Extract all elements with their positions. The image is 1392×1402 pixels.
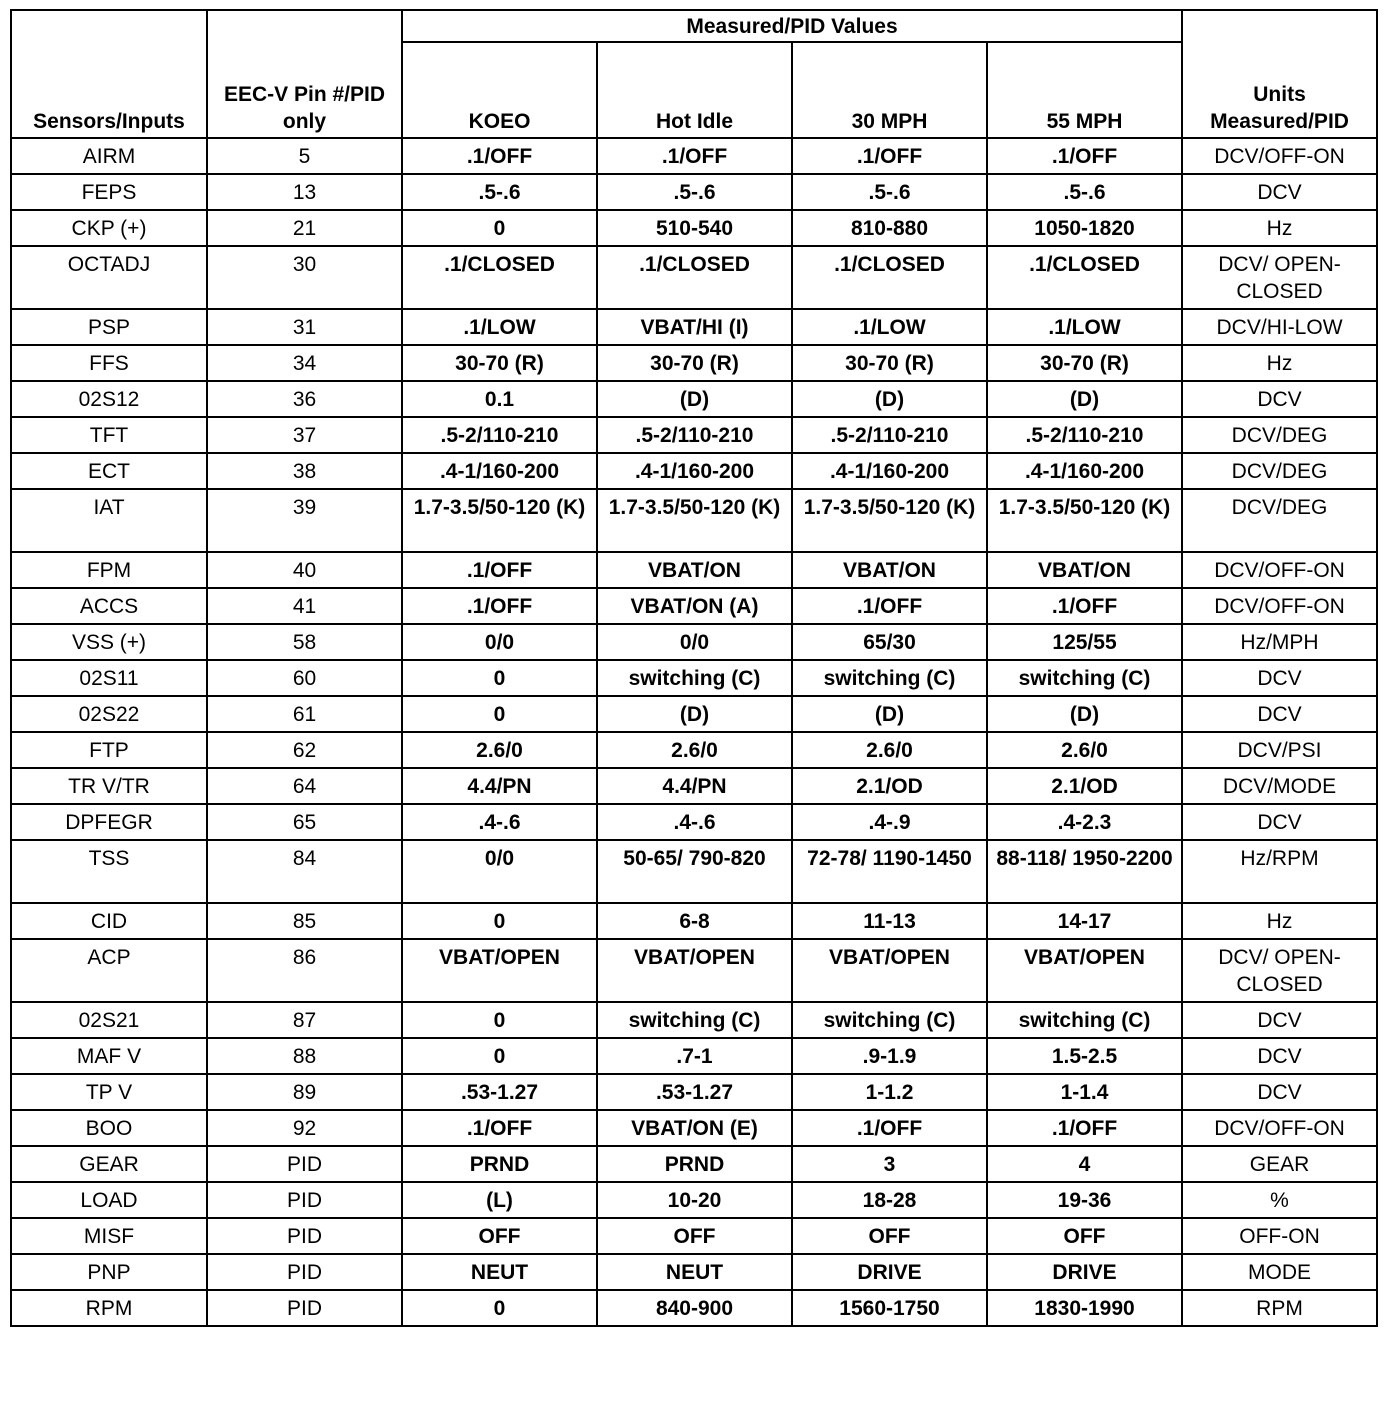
header-pin: EEC-V Pin #/PID only [207, 10, 402, 138]
cell-koeo: .53-1.27 [402, 1074, 597, 1110]
cell-units: Hz [1182, 903, 1377, 939]
cell-55-mph: 4 [987, 1146, 1182, 1182]
table-row [11, 1002, 1377, 1038]
cell-hot-idle: 510-540 [597, 210, 792, 246]
cell-sensor: VSS (+) [11, 624, 207, 660]
cell-55-mph: 1050-1820 [987, 210, 1182, 246]
cell-pin: 39 [207, 489, 402, 552]
cell-sensor: TR V/TR [11, 768, 207, 804]
table-row [11, 1182, 1377, 1218]
cell-units: OFF-ON [1182, 1218, 1377, 1254]
cell-sensor: CID [11, 903, 207, 939]
cell-30-mph: switching (C) [792, 660, 987, 696]
cell-pin: PID [207, 1254, 402, 1290]
cell-koeo: 0 [402, 210, 597, 246]
cell-sensor: 02S11 [11, 660, 207, 696]
cell-hot-idle: (D) [597, 381, 792, 417]
cell-sensor: DPFEGR [11, 804, 207, 840]
table-row [11, 417, 1377, 453]
cell-sensor: OCTADJ [11, 246, 207, 309]
cell-hot-idle: .1/CLOSED [597, 246, 792, 309]
cell-30-mph: .4-1/160-200 [792, 453, 987, 489]
cell-hot-idle: VBAT/ON [597, 552, 792, 588]
cell-hot-idle: .5-2/110-210 [597, 417, 792, 453]
cell-hot-idle: .7-1 [597, 1038, 792, 1074]
cell-sensor: PSP [11, 309, 207, 345]
cell-55-mph: OFF [987, 1218, 1182, 1254]
cell-koeo: .1/OFF [402, 588, 597, 624]
cell-units: DCV/DEG [1182, 417, 1377, 453]
cell-koeo: 0 [402, 1038, 597, 1074]
cell-hot-idle: VBAT/HI (I) [597, 309, 792, 345]
cell-koeo: 4.4/PN [402, 768, 597, 804]
cell-55-mph: 1830-1990 [987, 1290, 1182, 1326]
cell-30-mph: (D) [792, 381, 987, 417]
cell-sensor: IAT [11, 489, 207, 552]
cell-pin: 58 [207, 624, 402, 660]
cell-hot-idle: 50-65/ 790-820 [597, 840, 792, 903]
cell-units: DCV [1182, 1038, 1377, 1074]
header-55-mph: 55 MPH [987, 42, 1182, 138]
table-row [11, 840, 1377, 903]
table-row [11, 345, 1377, 381]
cell-55-mph: .1/OFF [987, 588, 1182, 624]
cell-55-mph: .5-.6 [987, 174, 1182, 210]
cell-units: DCV/MODE [1182, 768, 1377, 804]
cell-units: DCV/OFF-ON [1182, 138, 1377, 174]
cell-30-mph: 18-28 [792, 1182, 987, 1218]
cell-koeo: 0 [402, 696, 597, 732]
cell-pin: 60 [207, 660, 402, 696]
cell-hot-idle: VBAT/ON (A) [597, 588, 792, 624]
table-row [11, 174, 1377, 210]
cell-pin: 92 [207, 1110, 402, 1146]
cell-hot-idle: .53-1.27 [597, 1074, 792, 1110]
table-row [11, 1074, 1377, 1110]
cell-pin: 62 [207, 732, 402, 768]
cell-sensor: MAF V [11, 1038, 207, 1074]
cell-hot-idle: .1/OFF [597, 138, 792, 174]
cell-koeo: 30-70 (R) [402, 345, 597, 381]
cell-30-mph: .1/CLOSED [792, 246, 987, 309]
cell-units: DCV [1182, 804, 1377, 840]
cell-units: Hz/MPH [1182, 624, 1377, 660]
cell-pin: PID [207, 1290, 402, 1326]
table-row [11, 1254, 1377, 1290]
cell-pin: 89 [207, 1074, 402, 1110]
table-row [11, 210, 1377, 246]
cell-sensor: PNP [11, 1254, 207, 1290]
cell-pin: 40 [207, 552, 402, 588]
cell-30-mph: 65/30 [792, 624, 987, 660]
cell-55-mph: .1/LOW [987, 309, 1182, 345]
table-row [11, 660, 1377, 696]
cell-30-mph: 30-70 (R) [792, 345, 987, 381]
table-row [11, 1038, 1377, 1074]
cell-pin: 64 [207, 768, 402, 804]
cell-pin: 38 [207, 453, 402, 489]
cell-sensor: BOO [11, 1110, 207, 1146]
table-row [11, 489, 1377, 552]
cell-hot-idle: .4-.6 [597, 804, 792, 840]
cell-units: Hz [1182, 345, 1377, 381]
cell-pin: 65 [207, 804, 402, 840]
cell-hot-idle: PRND [597, 1146, 792, 1182]
cell-pin: 34 [207, 345, 402, 381]
table-row [11, 624, 1377, 660]
header-koeo: KOEO [402, 42, 597, 138]
cell-sensor: MISF [11, 1218, 207, 1254]
cell-hot-idle: OFF [597, 1218, 792, 1254]
table-row [11, 696, 1377, 732]
cell-hot-idle: 4.4/PN [597, 768, 792, 804]
cell-pin: 36 [207, 381, 402, 417]
cell-units: Hz [1182, 210, 1377, 246]
cell-pin: 37 [207, 417, 402, 453]
cell-units: DCV [1182, 696, 1377, 732]
table-row [11, 246, 1377, 309]
cell-sensor: GEAR [11, 1146, 207, 1182]
cell-units: DCV/ OPEN-CLOSED [1182, 939, 1377, 1002]
cell-koeo: 1.7-3.5/50-120 (K) [402, 489, 597, 552]
cell-30-mph: DRIVE [792, 1254, 987, 1290]
table-row [11, 453, 1377, 489]
cell-units: GEAR [1182, 1146, 1377, 1182]
cell-55-mph: (D) [987, 696, 1182, 732]
table-body [11, 138, 1377, 1326]
table-row [11, 1146, 1377, 1182]
cell-55-mph: .1/OFF [987, 1110, 1182, 1146]
cell-55-mph: .4-1/160-200 [987, 453, 1182, 489]
cell-55-mph: 88-118/ 1950-2200 [987, 840, 1182, 903]
cell-koeo: .1/OFF [402, 552, 597, 588]
table-row [11, 309, 1377, 345]
cell-55-mph: switching (C) [987, 1002, 1182, 1038]
cell-55-mph: 14-17 [987, 903, 1182, 939]
cell-koeo: 0 [402, 1002, 597, 1038]
cell-units: MODE [1182, 1254, 1377, 1290]
cell-hot-idle: .4-1/160-200 [597, 453, 792, 489]
table-row [11, 1110, 1377, 1146]
table-row [11, 903, 1377, 939]
cell-units: DCV/ OPEN-CLOSED [1182, 246, 1377, 309]
cell-hot-idle: 6-8 [597, 903, 792, 939]
header-hot-idle: Hot Idle [597, 42, 792, 138]
cell-sensor: AIRM [11, 138, 207, 174]
cell-55-mph: switching (C) [987, 660, 1182, 696]
cell-pin: PID [207, 1218, 402, 1254]
cell-55-mph: 2.1/OD [987, 768, 1182, 804]
cell-units: Hz/RPM [1182, 840, 1377, 903]
cell-30-mph: (D) [792, 696, 987, 732]
cell-koeo: 0 [402, 660, 597, 696]
cell-30-mph: .5-.6 [792, 174, 987, 210]
cell-pin: 88 [207, 1038, 402, 1074]
cell-hot-idle: .5-.6 [597, 174, 792, 210]
cell-koeo: .4-.6 [402, 804, 597, 840]
cell-pin: 86 [207, 939, 402, 1002]
cell-30-mph: OFF [792, 1218, 987, 1254]
cell-sensor: FFS [11, 345, 207, 381]
cell-hot-idle: NEUT [597, 1254, 792, 1290]
cell-30-mph: 11-13 [792, 903, 987, 939]
cell-koeo: PRND [402, 1146, 597, 1182]
cell-sensor: TFT [11, 417, 207, 453]
cell-hot-idle: VBAT/ON (E) [597, 1110, 792, 1146]
cell-55-mph: (D) [987, 381, 1182, 417]
cell-koeo: .5-2/110-210 [402, 417, 597, 453]
cell-hot-idle: 1.7-3.5/50-120 (K) [597, 489, 792, 552]
cell-hot-idle: (D) [597, 696, 792, 732]
cell-55-mph: VBAT/ON [987, 552, 1182, 588]
cell-units: DCV/HI-LOW [1182, 309, 1377, 345]
cell-koeo: 0/0 [402, 840, 597, 903]
cell-hot-idle: 840-900 [597, 1290, 792, 1326]
cell-sensor: ACP [11, 939, 207, 1002]
cell-units: RPM [1182, 1290, 1377, 1326]
cell-koeo: .1/OFF [402, 1110, 597, 1146]
cell-30-mph: 72-78/ 1190-1450 [792, 840, 987, 903]
cell-55-mph: 1.7-3.5/50-120 (K) [987, 489, 1182, 552]
cell-sensor: ACCS [11, 588, 207, 624]
cell-koeo: 0.1 [402, 381, 597, 417]
cell-pin: 85 [207, 903, 402, 939]
cell-sensor: FTP [11, 732, 207, 768]
cell-30-mph: 3 [792, 1146, 987, 1182]
cell-30-mph: .9-1.9 [792, 1038, 987, 1074]
cell-30-mph: .4-.9 [792, 804, 987, 840]
cell-hot-idle: 2.6/0 [597, 732, 792, 768]
cell-koeo: .1/CLOSED [402, 246, 597, 309]
cell-koeo: .5-.6 [402, 174, 597, 210]
cell-30-mph: .1/LOW [792, 309, 987, 345]
cell-koeo: 0 [402, 903, 597, 939]
cell-koeo: VBAT/OPEN [402, 939, 597, 1002]
table-row [11, 1290, 1377, 1326]
table-row [11, 1218, 1377, 1254]
cell-30-mph: 2.6/0 [792, 732, 987, 768]
cell-koeo: 0 [402, 1290, 597, 1326]
cell-hot-idle: switching (C) [597, 660, 792, 696]
cell-units: DCV [1182, 381, 1377, 417]
cell-pin: PID [207, 1146, 402, 1182]
cell-sensor: TSS [11, 840, 207, 903]
cell-55-mph: DRIVE [987, 1254, 1182, 1290]
cell-koeo: NEUT [402, 1254, 597, 1290]
cell-30-mph: 1.7-3.5/50-120 (K) [792, 489, 987, 552]
cell-koeo: 2.6/0 [402, 732, 597, 768]
table-row [11, 381, 1377, 417]
cell-55-mph: 125/55 [987, 624, 1182, 660]
table-row [11, 588, 1377, 624]
cell-sensor: 02S21 [11, 1002, 207, 1038]
cell-55-mph: 30-70 (R) [987, 345, 1182, 381]
cell-sensor: 02S22 [11, 696, 207, 732]
cell-30-mph: switching (C) [792, 1002, 987, 1038]
cell-30-mph: 2.1/OD [792, 768, 987, 804]
table-row [11, 138, 1377, 174]
cell-sensor: ECT [11, 453, 207, 489]
cell-sensor: LOAD [11, 1182, 207, 1218]
cell-units: DCV/PSI [1182, 732, 1377, 768]
cell-30-mph: VBAT/ON [792, 552, 987, 588]
table-row [11, 768, 1377, 804]
cell-pin: 61 [207, 696, 402, 732]
cell-units: DCV/DEG [1182, 453, 1377, 489]
cell-55-mph: 1-1.4 [987, 1074, 1182, 1110]
cell-hot-idle: switching (C) [597, 1002, 792, 1038]
table-row [11, 552, 1377, 588]
cell-hot-idle: VBAT/OPEN [597, 939, 792, 1002]
cell-55-mph: .5-2/110-210 [987, 417, 1182, 453]
cell-sensor: FPM [11, 552, 207, 588]
cell-55-mph: .4-2.3 [987, 804, 1182, 840]
cell-units: DCV/OFF-ON [1182, 1110, 1377, 1146]
cell-units: DCV [1182, 1002, 1377, 1038]
table-row [11, 732, 1377, 768]
pid-values-table [10, 9, 1378, 1327]
cell-30-mph: 1-1.2 [792, 1074, 987, 1110]
cell-koeo: .1/OFF [402, 138, 597, 174]
cell-55-mph: 1.5-2.5 [987, 1038, 1182, 1074]
cell-pin: 84 [207, 840, 402, 903]
header-units: Units Measured/PID [1182, 10, 1377, 138]
cell-units: % [1182, 1182, 1377, 1218]
cell-pin: 87 [207, 1002, 402, 1038]
cell-30-mph: .1/OFF [792, 588, 987, 624]
cell-55-mph: .1/OFF [987, 138, 1182, 174]
cell-30-mph: VBAT/OPEN [792, 939, 987, 1002]
cell-units: DCV/OFF-ON [1182, 588, 1377, 624]
cell-30-mph: 1560-1750 [792, 1290, 987, 1326]
header-measured-group: Measured/PID Values [402, 10, 1182, 42]
cell-pin: PID [207, 1182, 402, 1218]
cell-units: DCV [1182, 174, 1377, 210]
cell-sensor: 02S12 [11, 381, 207, 417]
pid-table-container [10, 9, 1378, 1327]
cell-55-mph: 2.6/0 [987, 732, 1182, 768]
cell-sensor: RPM [11, 1290, 207, 1326]
cell-koeo: OFF [402, 1218, 597, 1254]
cell-koeo: 0/0 [402, 624, 597, 660]
cell-55-mph: 19-36 [987, 1182, 1182, 1218]
cell-sensor: CKP (+) [11, 210, 207, 246]
header-30-mph: 30 MPH [792, 42, 987, 138]
cell-30-mph: .5-2/110-210 [792, 417, 987, 453]
cell-koeo: (L) [402, 1182, 597, 1218]
cell-koeo: .4-1/160-200 [402, 453, 597, 489]
cell-koeo: .1/LOW [402, 309, 597, 345]
cell-hot-idle: 30-70 (R) [597, 345, 792, 381]
cell-30-mph: .1/OFF [792, 138, 987, 174]
table-row [11, 804, 1377, 840]
cell-hot-idle: 0/0 [597, 624, 792, 660]
cell-30-mph: .1/OFF [792, 1110, 987, 1146]
cell-55-mph: .1/CLOSED [987, 246, 1182, 309]
cell-sensor: FEPS [11, 174, 207, 210]
header-sensors: Sensors/Inputs [11, 10, 207, 138]
cell-pin: 21 [207, 210, 402, 246]
cell-units: DCV [1182, 1074, 1377, 1110]
cell-55-mph: VBAT/OPEN [987, 939, 1182, 1002]
cell-units: DCV/DEG [1182, 489, 1377, 552]
cell-units: DCV [1182, 660, 1377, 696]
cell-units: DCV/OFF-ON [1182, 552, 1377, 588]
cell-pin: 31 [207, 309, 402, 345]
cell-sensor: TP V [11, 1074, 207, 1110]
table-row [11, 939, 1377, 1002]
cell-pin: 13 [207, 174, 402, 210]
cell-hot-idle: 10-20 [597, 1182, 792, 1218]
cell-pin: 5 [207, 138, 402, 174]
cell-pin: 41 [207, 588, 402, 624]
cell-30-mph: 810-880 [792, 210, 987, 246]
cell-pin: 30 [207, 246, 402, 309]
